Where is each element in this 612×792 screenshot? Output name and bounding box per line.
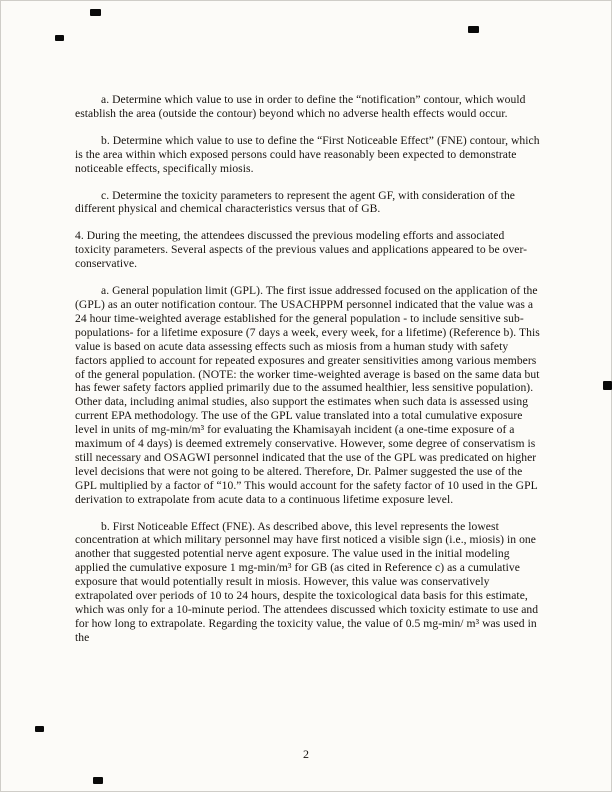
scan-artifact	[35, 726, 44, 732]
subparagraph-c: c. Determine the toxicity parameters to represent the agent GF, with consideration of the different physical and chemical characteristics versus that of GB.	[75, 188, 515, 216]
scan-artifact	[55, 35, 64, 41]
scan-artifact	[90, 9, 101, 16]
subparagraph-4a: a. General population limit (GPL). The first issue addressed focused on the application of the (GPL) as an outer notification contour. The USACHPPM personnel indicated that the value was a 24 hour time-weighted average established for the general population - to include sensitive sub-populations- for a lifetime exposure (7 days a week, every week, for a lifetime) (Reference b). This value is based on acute data assessing effects such as miosis from a human study with safety factors applied to account for repeated exposures and greater sensitivities among various members of the general population. (NOTE: the worker time-weighted average is based on the same data but has fewer safety factors applied primarily due to the assumed healthier, less sensitive population). Other data, including animal studies, also support the estimates when such data is assessed using current EPA methodology. The use of the GPL value translated into a total cumulative exposure level in units of mg-min/m³ for evaluating the Khamisayah incident (a one-time exposure of a maximum of 4 days) is deemed extremely conservative. However, some degree of conservatism is still necessary and OSAGWI personnel indicated that the use of the GPL was predicated on higher level decisions that were not going to be altered. Therefore, Dr. Palmer suggested the use of the GPL multiplied by a factor of “10.” This would account for the safety factor of 10 used in the GPL derivation to extrapolate from acute data to a continuous lifetime exposure level.	[75, 284, 540, 506]
scan-artifact	[603, 381, 612, 390]
page-content	[75, 93, 541, 658]
scan-artifact	[468, 26, 479, 33]
scan-artifact	[93, 777, 103, 784]
subparagraph-b: b. Determine which value to use to define the “First Noticeable Effect” (FNE) contour, which is the area within which exposed persons could have reasonably been expected to demonstrate noticeable effects, specifically miosis.	[75, 133, 540, 175]
subparagraph-a: a. Determine which value to use in order to define the “notification” contour, which would establish the area (outside the contour) beyond which no adverse health effects would occur.	[75, 93, 526, 120]
page-number: 2	[303, 747, 309, 761]
paragraph-4: 4. During the meeting, the attendees discussed the previous modeling efforts and associated toxicity parameters. Several aspects of the previous values and applications appeared to be over-conservative.	[75, 229, 528, 271]
subparagraph-4b: b. First Noticeable Effect (FNE). As described above, this level represents the lowest concentration at which military personnel may have first noticed a visible sign (i.e., miosis) in one another that suggested potential nerve agent exposure. The value used in the initial modeling applied the cumulative exposure 1 mg-min/m³ for GB (as cited in Reference c) as a cumulative exposure that would potentially result in miosis. However, this value was conservatively extrapolated over periods of 10 to 24 hours, despite the toxicological data basis for this estimate, which was only for a 10-minute period. The attendees discussed which toxicity estimate to use and for how long to extrapolate. Regarding the toxicity value, the value of 0.5 mg-min/ m³ was used in the	[75, 519, 539, 644]
